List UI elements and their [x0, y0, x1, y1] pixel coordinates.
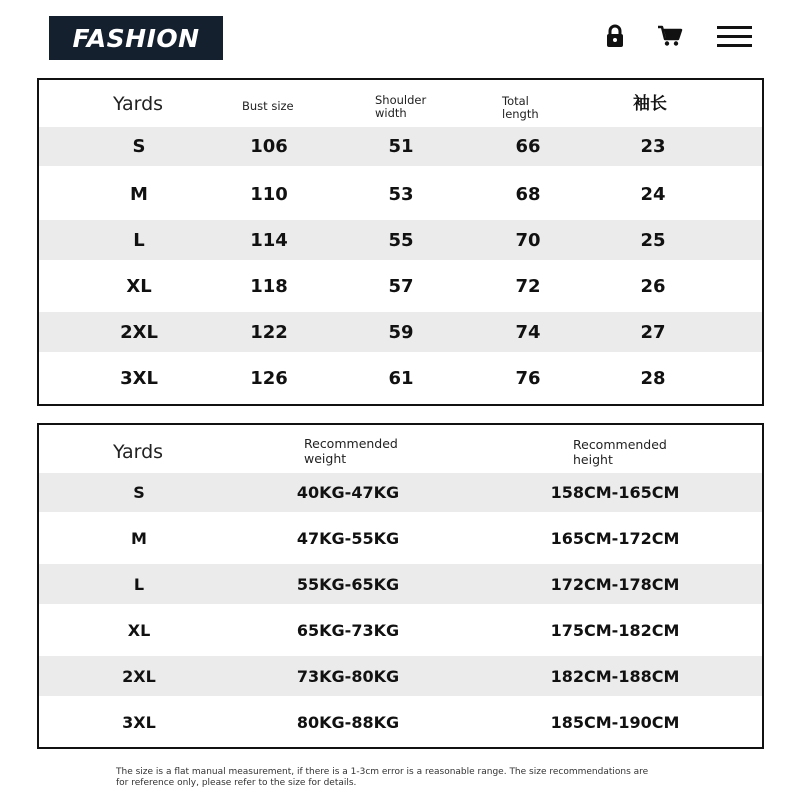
table-cell: 27: [640, 321, 666, 343]
table-row: [39, 696, 762, 748]
size-disclaimer: The size is a flat manual measurement, if there is a 1-3cm error is a reasonable range. The size recommendations are for reference only, please refer to the size for details.: [116, 767, 649, 788]
menu-icon[interactable]: [717, 26, 752, 47]
table-cell: 3XL: [120, 367, 158, 389]
table-cell: 24: [640, 183, 666, 205]
table-cell: L: [133, 574, 145, 594]
table-cell: 175CM-182CM: [550, 620, 680, 640]
table-cell: 114: [250, 229, 288, 251]
table-cell: M: [131, 528, 147, 548]
table-cell: 126: [250, 367, 288, 389]
table-cell: 25: [640, 229, 666, 251]
table-cell: 172CM-178CM: [550, 574, 680, 594]
table-cell: 55KG-65KG: [296, 574, 400, 594]
table-cell: 118: [250, 275, 288, 297]
table-cell: 106: [250, 136, 288, 157]
table-row: [39, 656, 762, 696]
header-total-length: Total length: [502, 94, 539, 121]
table-cell: 122: [250, 321, 288, 343]
table-cell: 51: [388, 136, 414, 157]
table-cell: L: [133, 229, 145, 251]
table-cell: 165CM-172CM: [550, 528, 680, 548]
table-cell: 40KG-47KG: [296, 483, 400, 502]
lock-icon[interactable]: [604, 24, 626, 48]
table-row: [39, 312, 762, 352]
table-cell: 70: [515, 229, 541, 251]
table-cell: S: [133, 483, 145, 502]
size-measurement-table: [37, 78, 764, 406]
table-cell: 110: [250, 183, 288, 205]
table-cell: 72: [515, 275, 541, 297]
table-cell: 182CM-188CM: [550, 666, 680, 686]
table-cell: 61: [388, 367, 414, 389]
brand-logo[interactable]: [49, 16, 223, 60]
table-cell: M: [130, 183, 148, 205]
table-cell: 3XL: [122, 712, 156, 732]
table-row: [39, 512, 762, 564]
table-cell: 59: [388, 321, 414, 343]
header-yards: Yards: [113, 441, 164, 463]
table-row: [39, 564, 762, 604]
table-cell: 66: [515, 136, 541, 157]
table-cell: 80KG-88KG: [296, 712, 400, 732]
table-cell: XL: [126, 275, 152, 297]
table-cell: 2XL: [122, 666, 156, 686]
brand-logo-text: FASHION: [72, 23, 200, 53]
table-cell: 47KG-55KG: [296, 528, 400, 548]
table-cell: 28: [640, 367, 666, 389]
table-cell: 68: [515, 183, 541, 205]
size-recommendation-table: [37, 423, 764, 749]
table-cell: 65KG-73KG: [296, 620, 400, 640]
table-cell: 73KG-80KG: [296, 666, 400, 686]
header-bust-size: Bust size: [242, 99, 294, 113]
table-row: [39, 168, 762, 220]
header-shoulder-width: Shoulder width: [375, 93, 427, 120]
table-cell: S: [132, 136, 146, 157]
table-cell: 185CM-190CM: [550, 712, 680, 732]
header-recommended-height: Recommended height: [573, 437, 667, 467]
table-row: [39, 127, 762, 166]
table-cell: 53: [388, 183, 414, 205]
table-cell: 23: [640, 136, 666, 157]
table-cell: 76: [515, 367, 541, 389]
table-cell: 2XL: [120, 321, 158, 343]
header-yards: Yards: [113, 93, 164, 115]
table-row: [39, 220, 762, 260]
table-row: [39, 473, 762, 512]
table-row: [39, 260, 762, 312]
cart-icon[interactable]: [657, 25, 683, 47]
table-cell: XL: [127, 620, 151, 640]
header-recommended-weight: Recommended weight: [304, 436, 398, 466]
table-cell: 74: [515, 321, 541, 343]
table-cell: 26: [640, 275, 666, 297]
header-sleeve-length: 袖长: [633, 94, 667, 114]
table-cell: 57: [388, 275, 414, 297]
table-row: [39, 604, 762, 656]
table-row: [39, 352, 762, 404]
table-cell: 158CM-165CM: [550, 483, 680, 502]
table-cell: 55: [388, 229, 414, 251]
